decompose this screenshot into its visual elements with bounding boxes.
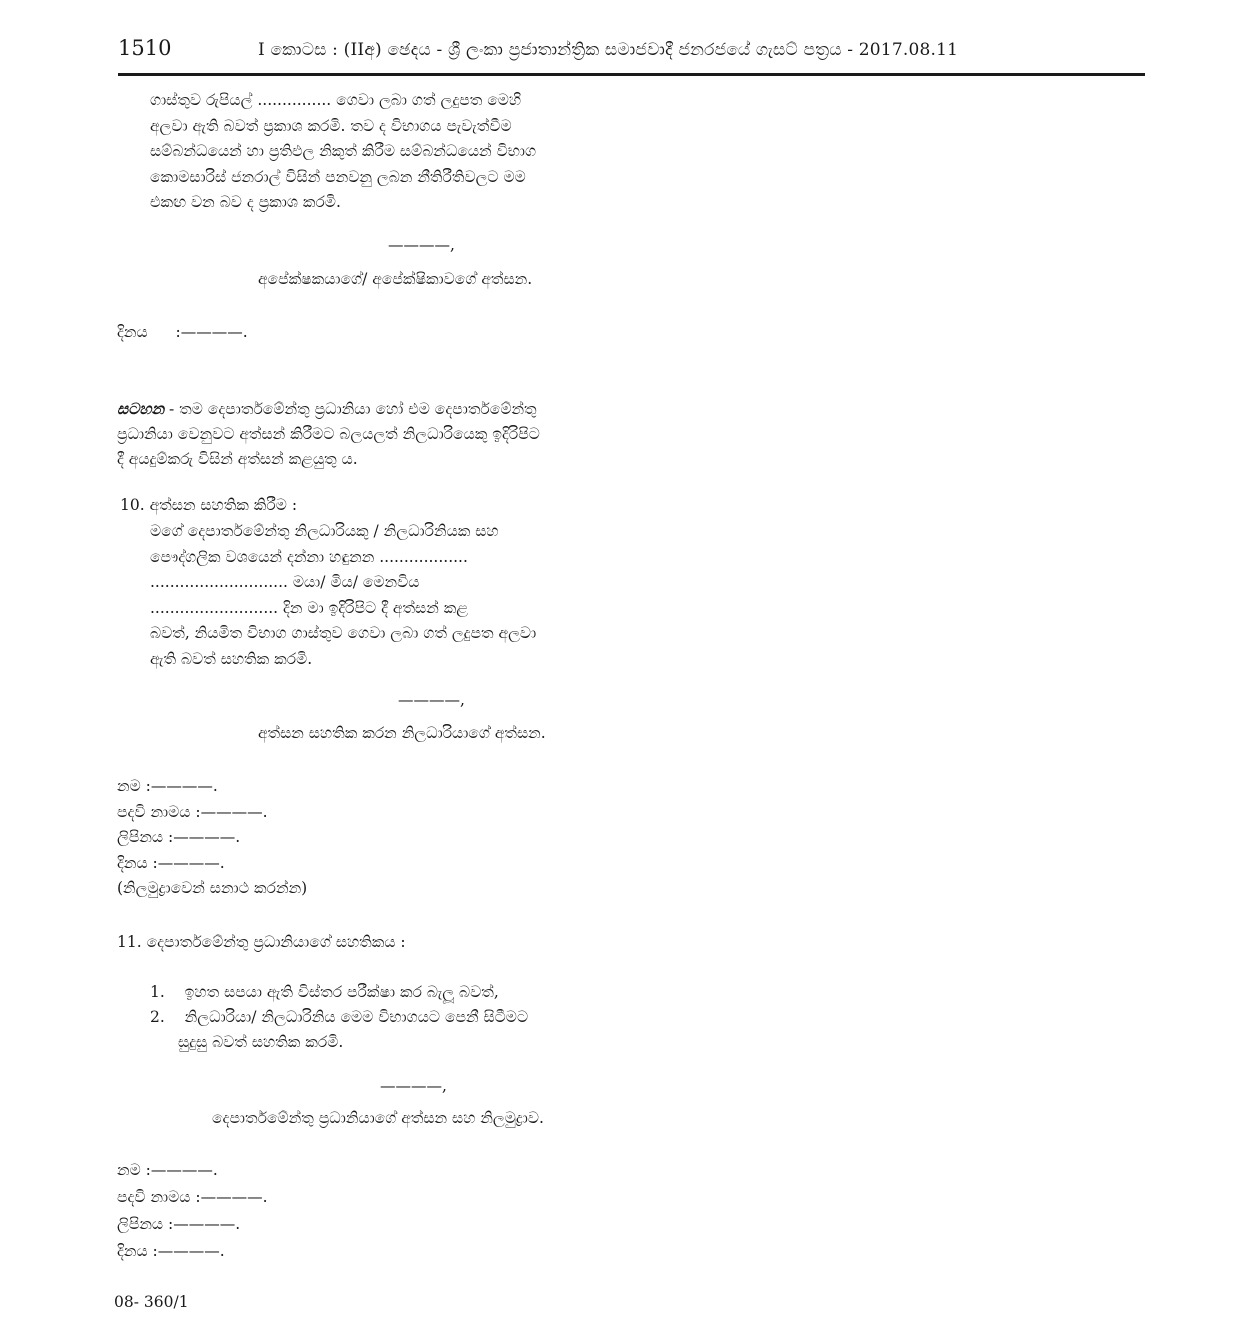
certifier-signature-line: ————,: [398, 691, 465, 709]
head-signature-line: ————,: [380, 1077, 447, 1095]
section-10-line: ඇති බවත් සහතික කරමි.: [150, 649, 313, 668]
date-value: :————.: [175, 323, 248, 341]
footer-code: 08- 360/1: [114, 1293, 189, 1311]
declaration-line: සම්බන්ධයෙන් හා ප්‍රතිඵල නිකුත් කිරීම සම්බන්ධයෙන් විභාග: [150, 142, 537, 160]
item-text: ඉහත සපයා ඇති විස්තර පරීක්ෂා කර බැලූ බවත්,: [184, 983, 499, 1001]
declaration-date-field: [117, 320, 248, 346]
applicant-signature-line: ————,: [388, 236, 455, 254]
head-signature-caption: දෙපාර්තමේන්තු ප්‍රධානියාගේ අත්සන සහ නිලමුද්‍රාව.: [212, 1109, 544, 1127]
declaration-paragraph: [150, 88, 536, 216]
note-line: දී අයදුම්කරු විසින් අත්සන් කළයුතු ය.: [117, 450, 358, 468]
running-title: I කොටස : (IIඅ) ඡෙදය - ශ්‍රී ලංකා ප්‍රජාතාන්ත්‍රික සමාජවාදී ජනරජයේ ගැසට් පත්‍රය - 2017.08.11: [258, 40, 959, 60]
head-fields: [117, 1158, 268, 1266]
section-11-heading: 11. දෙපාර්තමේන්තු ප්‍රධානියාගේ සහතිකය :: [117, 933, 406, 951]
note-label: සටහන: [117, 399, 165, 418]
section-10-line: මගේ දෙපාර්තමේන්තු නිලධාරියකු / නිලධාරිනියක සහ: [150, 522, 499, 540]
field-date: දිනය :————.: [117, 853, 225, 872]
field-address: ලිපිනය :————.: [117, 1215, 241, 1233]
note-line: ප්‍රධානියා වෙනුවට අත්සන් කිරීමට බලයලත් නිලධාරියෙකු ඉදිරිපිට: [117, 424, 540, 443]
certifier-fields: [117, 774, 307, 902]
field-designation: පදවි නාමය :————.: [117, 1188, 268, 1206]
section-11-item: [150, 980, 499, 1006]
page-number: 1510: [118, 36, 172, 60]
section-10-paragraph: [150, 519, 536, 672]
item-number: 1.: [150, 983, 165, 1001]
field-name: නම :————.: [117, 1161, 218, 1179]
seal-instruction: (නිලමුද්‍රාවෙන් සනාථ කරන්න): [117, 879, 308, 897]
declaration-line: ගාස්තුව රුපියල් ............... ගෙවා ලබා ගත් ලදුපත මෙහි: [150, 91, 522, 109]
field-address: ලිපිනය :————.: [117, 828, 241, 846]
note-line: - තම දෙපාර්තමේන්තු ප්‍රධානියා හෝ එම දෙපාර්තමේන්තු: [164, 400, 537, 418]
field-designation: පදවි නාමය :————.: [117, 802, 268, 821]
field-name: නම :————.: [117, 777, 218, 795]
certifier-signature-caption: අත්සන සහතික කරන නිලධාරියාගේ අත්සන.: [258, 724, 546, 742]
section-11-item: [150, 1005, 528, 1031]
section-10-line: පෞද්ගලික වශයෙන් දන්නා හඳුනන ..................: [150, 547, 468, 566]
section-10-heading: 10. අත්සන සහතික කිරීම :: [120, 496, 298, 514]
declaration-line: කොමසාරිස් ජනරාල් විසින් පනවනු ලබන නීතිරීතිවලට මම: [150, 167, 526, 186]
section-10-line: ............................ මයා/ මිය/ මෙනවිය: [150, 573, 420, 591]
section-10-line: .......................... දින මා ඉදිරිපිට දී අත්සන් කළ: [150, 598, 469, 617]
header-rule: [118, 73, 1145, 76]
section-10-line: බවත්, නියමිත විභාග ගාස්තුව ගෙවා ලබා ගත් ලදුපත අලවා: [150, 624, 537, 642]
item-text: නිලධාරියා/ නිලධාරිනිය මෙම විභාගයට පෙනී සිටීමට: [184, 1008, 529, 1026]
declaration-line: එකඟ වන බව ද ප්‍රකාශ කරමි.: [150, 193, 341, 211]
item-number: 2.: [150, 1008, 165, 1026]
section-11-continuation: සුදුසු බවත් සහතික කරමි.: [178, 1033, 344, 1051]
date-label: දිනය: [117, 323, 148, 341]
field-date: දිනය :————.: [117, 1242, 225, 1260]
note-paragraph: [117, 396, 540, 473]
applicant-signature-caption: අපේක්ෂකයාගේ/ අපේක්ෂිකාවගේ අත්සන.: [258, 270, 533, 288]
declaration-line: අලවා ඇති බවත් ප්‍රකාශ කරමි. තව ද විභාගය පැවැත්වීම: [150, 116, 512, 135]
